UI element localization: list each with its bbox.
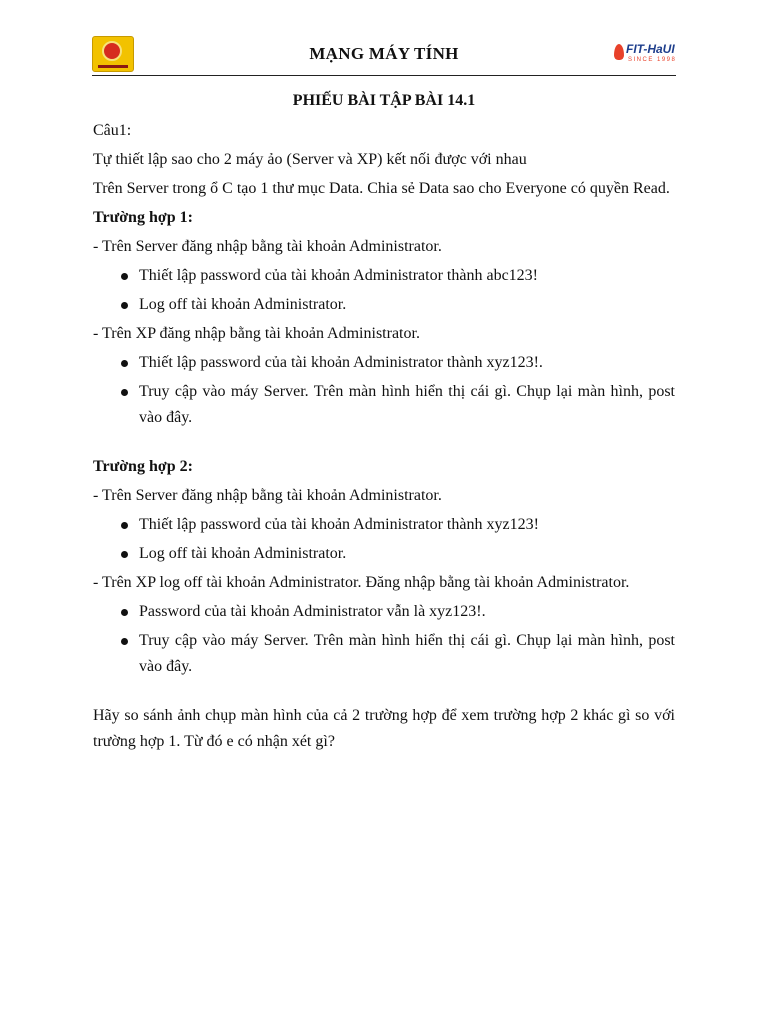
bullet-icon: [121, 522, 128, 529]
case2-step1-list: [93, 512, 675, 567]
case2-step2: - Trên XP log off tài khoản Administrator. Đăng nhập bằng tài khoản Administrator.: [93, 574, 630, 591]
list-item-text: Truy cập vào máy Server. Trên màn hình hiển thị cái gì. Chụp lại màn hình, post vào đây.: [139, 632, 675, 675]
bullet-icon: [121, 609, 128, 616]
crest-banner: [98, 65, 128, 68]
header-divider: [92, 75, 676, 76]
list-item-text: Thiết lập password của tài khoản Administrator thành xyz123!: [139, 516, 539, 533]
logo-brand-text: FIT-HaUI: [626, 42, 675, 56]
list-item: [93, 628, 675, 680]
intro-paragraph: Tự thiết lập sao cho 2 máy ảo (Server và XP) kết nối được với nhau: [93, 151, 527, 168]
spacer: [93, 683, 675, 703]
list-item: [93, 541, 675, 567]
list-item: [93, 379, 675, 431]
list-item-text: Log off tài khoản Administrator.: [139, 296, 347, 313]
spacer: [93, 434, 675, 454]
bullet-icon: [121, 360, 128, 367]
intro-paragraph: Trên Server trong ổ C tạo 1 thư mục Data. Chia sẻ Data sao cho Everyone có quyền Read.: [93, 180, 670, 197]
case2-heading: Trường hợp 2:: [93, 458, 193, 475]
list-item: [93, 292, 675, 318]
bullet-icon: [121, 273, 128, 280]
conclusion-paragraph: Hãy so sánh ảnh chụp màn hình của cả 2 trường hợp để xem trường hợp 2 khác gì so với trường hợp 1. Từ đó e có nhận xét gì?: [93, 707, 675, 750]
case1-step1-list: [93, 263, 675, 318]
case1-step1: - Trên Server đăng nhập bằng tài khoản Administrator.: [93, 238, 442, 255]
case1-step2: - Trên XP đăng nhập bằng tài khoản Administrator.: [93, 325, 420, 342]
page-header: [92, 34, 676, 74]
bullet-icon: [121, 551, 128, 558]
list-item-text: Truy cập vào máy Server. Trên màn hình hiển thị cái gì. Chụp lại màn hình, post vào đây.: [139, 383, 675, 426]
list-item-text: Log off tài khoản Administrator.: [139, 545, 347, 562]
header-title: MẠNG MÁY TÍNH: [309, 44, 459, 63]
case2-step2-list: [93, 599, 675, 680]
list-item: [93, 512, 675, 538]
list-item-text: Thiết lập password của tài khoản Administrator thành xyz123!.: [139, 354, 543, 371]
case1-step2-list: [93, 350, 675, 431]
list-item-text: Thiết lập password của tài khoản Administrator thành abc123!: [139, 267, 539, 284]
question-label: Câu1:: [93, 122, 132, 139]
bullet-icon: [121, 302, 128, 309]
case2-step1: - Trên Server đăng nhập bằng tài khoản Administrator.: [93, 487, 442, 504]
fit-haui-logo: [614, 40, 676, 68]
list-item: [93, 263, 675, 289]
document-title: PHIẾU BÀI TẬP BÀI 14.1: [292, 92, 476, 109]
case1-heading: Trường hợp 1:: [93, 209, 193, 226]
flame-icon: [614, 44, 624, 60]
bullet-icon: [121, 638, 128, 645]
list-item-text: Password của tài khoản Administrator vẫn là xyz123!.: [139, 603, 486, 620]
logo-since-text: SINCE 1998: [628, 57, 677, 63]
list-item: [93, 599, 675, 625]
document-body: [93, 88, 675, 758]
list-item: [93, 350, 675, 376]
bullet-icon: [121, 389, 128, 396]
